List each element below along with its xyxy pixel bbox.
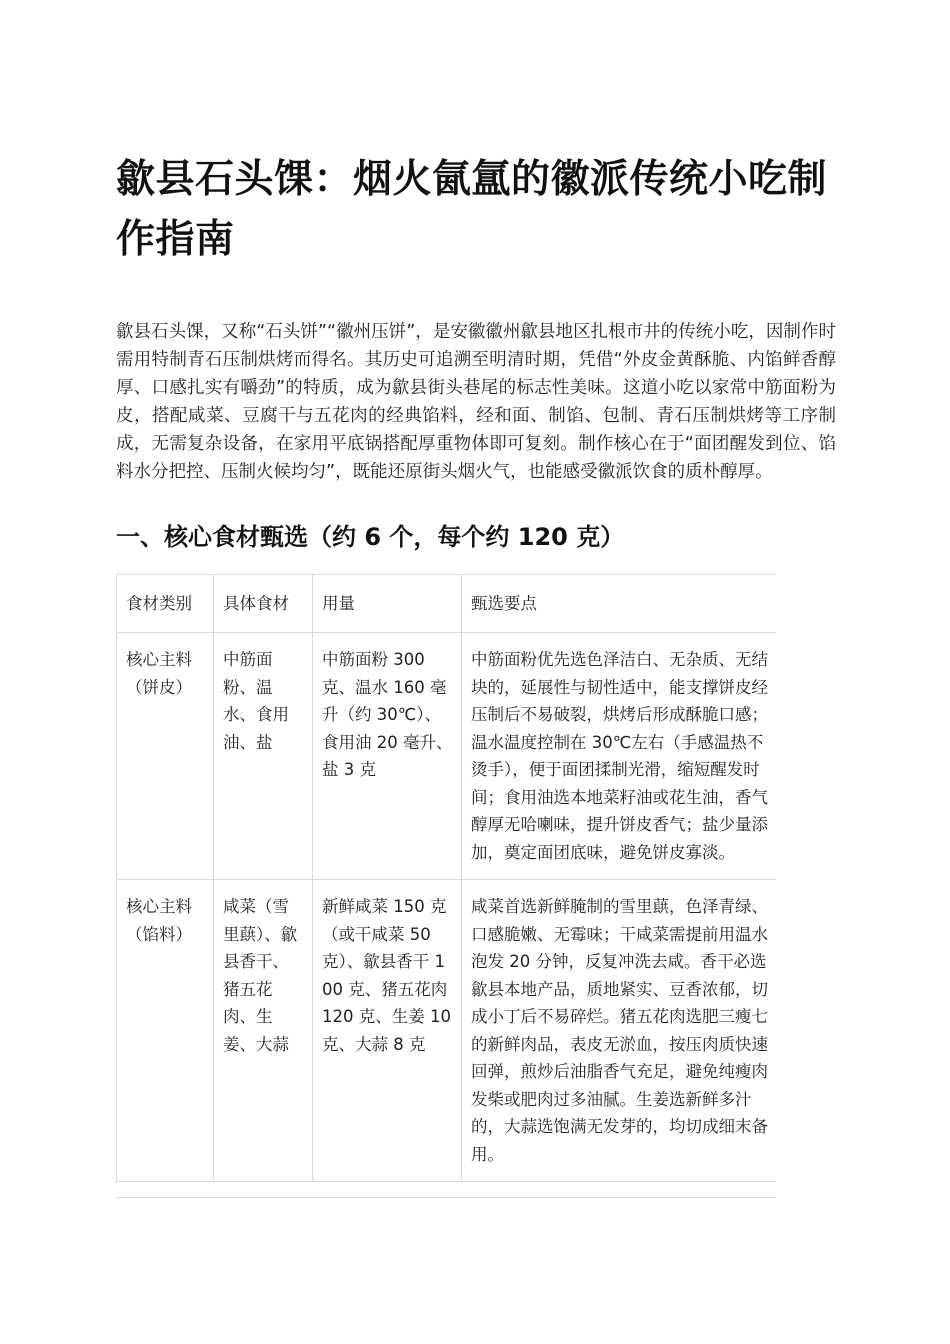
cell-amount: 新鲜咸菜 150 克（或干咸菜 50 克）、歙县香干 100 克、猪五花肉 120 克、生姜 10 克、大蒜 8 克: [313, 880, 462, 1182]
header-ingredient: 具体食材: [214, 574, 313, 633]
intro-paragraph: 歙县石头馃，又称“石头饼”“徽州压饼”，是安徽徽州歙县地区扎根市井的传统小吃，因制作时需用特制青石压制烘烤而得名。其历史可追溯至明清时期，凭借“外皮金黄酥脆、内馅鲜香醇厚、口感扎实有嚼劲”的特质，成为歙县街头巷尾的标志性美味。这道小吃以家常中筋面粉为皮，搭配咸菜、豆腐干与五花肉的经典馅料，经和面、制馅、包制、青石压制烘烤等工序制成，无需复杂设备，在家用平底锅搭配厚重物体即可复刻。制作核心在于“面团醒发到位、馅料水分把控、压制火候均匀”，既能还原街头烟火气，也能感受徽派饮食的质朴醇厚。: [116, 322, 836, 482]
document-page: [116, 150, 836, 1198]
table-header-row: [117, 574, 777, 633]
document-title: 歙县石头馃：烟火氤氲的徽派传统小吃制作指南: [116, 157, 828, 262]
ingredients-table-container: [116, 574, 776, 1198]
ingredients-table: [116, 574, 776, 1183]
section-heading-ingredients: 一、核心食材甄选（约 6 个，每个约 120 克）: [116, 523, 625, 551]
cell-tips: 中筋面粉优先选色泽洁白、无杂质、无结块的，延展性与韧性适中，能支撑饼皮经压制后不易破裂，烘烤后形成酥脆口感；温水温度控制在 30℃左右（手感温热不烫手），便于面团揉制光滑，缩短醒发时间；食用油选本地菜籽油或花生油，香气醇厚无哈喇味，提升饼皮香气；盐少量添加，奠定面团底味，避免饼皮寡淡。: [462, 633, 777, 880]
table-row: [117, 633, 777, 880]
header-category: 食材类别: [117, 574, 214, 633]
header-tips: 甄选要点: [462, 574, 777, 633]
cell-category: 核心主料（饼皮）: [117, 633, 214, 880]
cell-category: 核心主料（馅料）: [117, 880, 214, 1182]
cell-tips: 咸菜首选新鲜腌制的雪里蕻，色泽青绿、口感脆嫩、无霉味；干咸菜需提前用温水泡发 20 分钟，反复冲洗去咸。香干必选歙县本地产品，质地紧实、豆香浓郁，切成小丁后不易碎烂。猪五花肉选肥三瘦七的新鲜肉品，表皮无淤血，按压肉质快速回弹，煎炒后油脂香气充足，避免纯瘦肉发柴或肥肉过多油腻。生姜选新鲜多汁的，大蒜选饱满无发芽的，均切成细末备用。: [462, 880, 777, 1182]
cell-ingredient: 咸菜（雪里蕻）、歙县香干、猪五花肉、生姜、大蒜: [214, 880, 313, 1182]
cell-amount: 中筋面粉 300 克、温水 160 毫升（约 30℃）、食用油 20 毫升、盐 3 克: [313, 633, 462, 880]
cell-ingredient: 中筋面粉、温水、食用油、盐: [214, 633, 313, 880]
table-row: [117, 880, 777, 1182]
header-amount: 用量: [313, 574, 462, 633]
